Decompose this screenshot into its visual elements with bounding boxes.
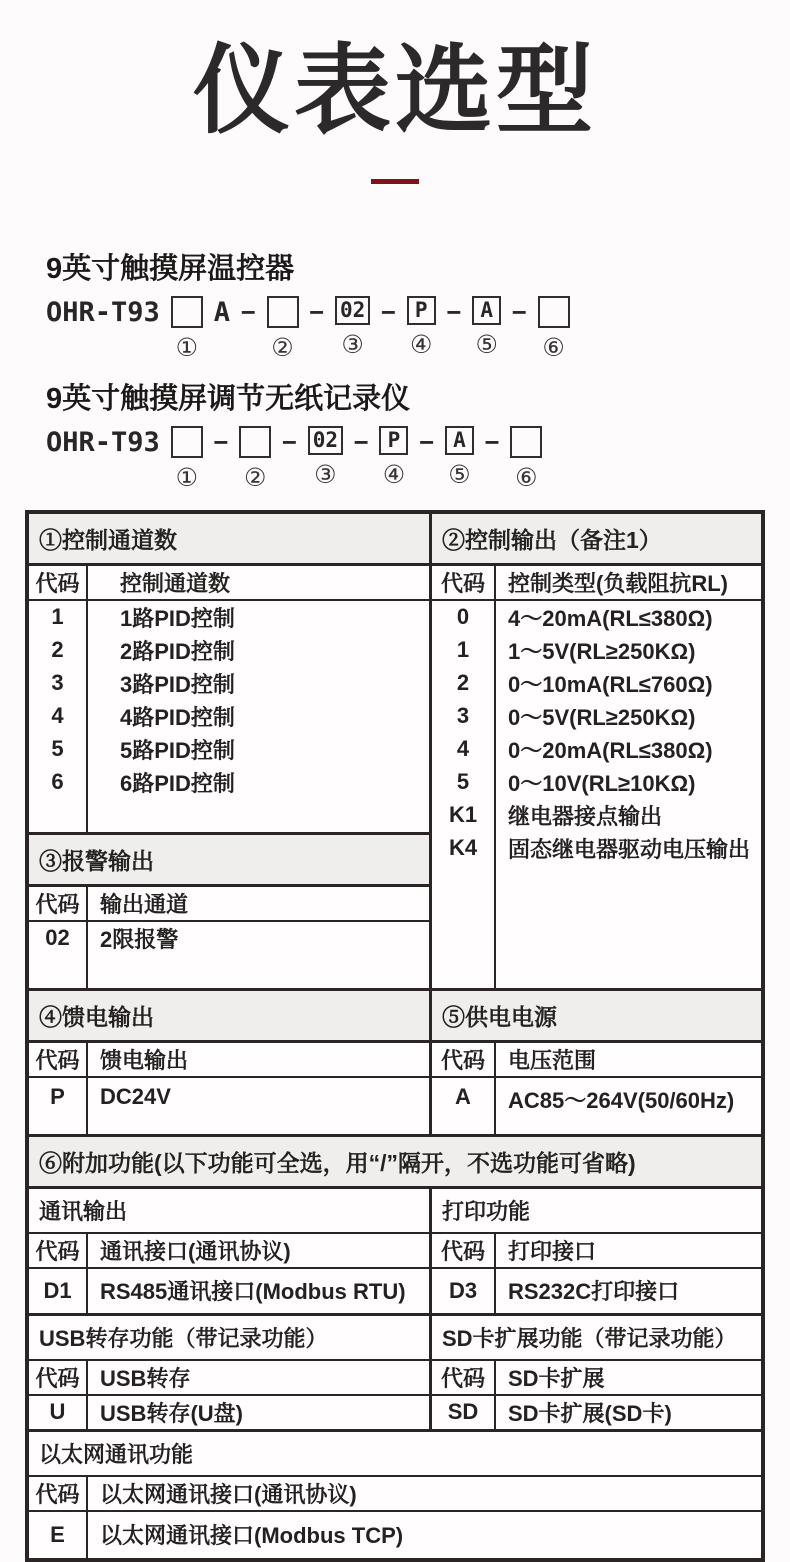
cell-value: 2限报警 xyxy=(100,926,179,952)
col-header-value: 馈电输出 xyxy=(100,1047,189,1073)
cell-value: 5路PID控制 xyxy=(120,737,235,763)
code-box-3: 02 xyxy=(335,296,370,325)
col-header-value: 打印接口 xyxy=(508,1238,597,1264)
table-row xyxy=(432,733,761,766)
section-3 xyxy=(29,832,429,988)
table-row-b xyxy=(29,988,761,1134)
code-box-5: A xyxy=(445,426,474,455)
table-row xyxy=(29,1078,429,1134)
table-row xyxy=(432,1396,761,1429)
code-box-4: P xyxy=(379,426,408,455)
code-box-5: A xyxy=(472,296,501,325)
mark-1: ① xyxy=(175,332,198,362)
cell-value: 0～20mA(RL≤380Ω) xyxy=(508,737,713,763)
dash: − xyxy=(512,297,527,326)
col-header-value: 控制通道数 xyxy=(120,570,231,596)
print-header xyxy=(432,1234,761,1269)
spacer-cell xyxy=(432,865,496,988)
ethernet-header xyxy=(29,1477,761,1512)
mark-6: ⑥ xyxy=(515,462,538,492)
dash: − xyxy=(213,427,229,456)
section-1-and-3 xyxy=(29,514,432,988)
code-box-1 xyxy=(171,426,203,458)
table-row xyxy=(29,667,429,700)
sd-block xyxy=(432,1316,761,1429)
spacer-cell xyxy=(29,955,88,988)
cell-value: 2路PID控制 xyxy=(120,638,235,664)
comm-block xyxy=(29,1189,432,1313)
code-box-6 xyxy=(538,296,570,328)
selection-table xyxy=(25,510,765,1562)
dash: − xyxy=(241,297,256,326)
code-segment-2 xyxy=(239,426,271,490)
table-row xyxy=(432,601,761,634)
fixed-code-a: A xyxy=(213,296,231,328)
code-box-2 xyxy=(239,426,271,458)
section-5-header xyxy=(432,1043,761,1078)
sd-header xyxy=(432,1361,761,1396)
section-4-title: ④馈电输出 xyxy=(29,991,429,1043)
mark-6: ⑥ xyxy=(542,332,565,362)
cell-code: SD xyxy=(432,1396,496,1429)
table-row xyxy=(29,766,429,799)
cell-code: 5 xyxy=(432,766,496,799)
cell-value: 1～5V(RL≥250KΩ) xyxy=(508,638,696,664)
table-row xyxy=(432,799,761,832)
model-block-paperless-recorder xyxy=(46,376,790,490)
cell-code: A xyxy=(432,1078,496,1134)
col-header-code: 代码 xyxy=(29,887,88,920)
dash: − xyxy=(419,427,434,456)
table-row xyxy=(29,601,429,634)
section-4-header xyxy=(29,1043,429,1078)
section-5-title: ⑤供电电源 xyxy=(432,991,761,1043)
cell-code: 4 xyxy=(432,733,496,766)
col-header-value: 以太网通讯接口(通讯协议) xyxy=(100,1481,357,1507)
mark-3: ③ xyxy=(341,329,364,359)
cell-value: 0～5V(RL≥250KΩ) xyxy=(508,704,696,730)
code-segment-4 xyxy=(379,426,408,487)
cell-value: AC85～264V(50/60Hz) xyxy=(508,1087,735,1113)
cell-code: 4 xyxy=(29,700,88,733)
spacer-row xyxy=(29,955,429,988)
section-6-title: ⑥附加功能(以下功能可全选，用“/”隔开，不选功能可省略) xyxy=(29,1137,761,1189)
mark-2: ② xyxy=(244,462,267,492)
cell-value: 0～10mA(RL≤760Ω) xyxy=(508,671,713,697)
col-header-code: 代码 xyxy=(432,1043,496,1076)
model-prefix: OHR-T93 xyxy=(46,426,160,458)
col-header-value: 通讯接口(通讯协议) xyxy=(100,1238,291,1264)
dash: − xyxy=(446,297,462,326)
model-heading: 9英寸触摸屏调节无纸记录仪 xyxy=(46,382,411,415)
section-3-header xyxy=(29,887,429,922)
col-header-code: 代码 xyxy=(432,1361,496,1394)
table-row xyxy=(29,922,429,955)
col-header-code: 代码 xyxy=(432,1234,496,1267)
spacer-row xyxy=(29,799,429,832)
cell-code: 1 xyxy=(432,634,496,667)
model-code-line xyxy=(46,426,790,490)
mark-1: ① xyxy=(175,462,198,492)
cell-code: 0 xyxy=(432,601,496,634)
table-row xyxy=(432,766,761,799)
code-segment-2 xyxy=(267,296,299,360)
mark-4: ④ xyxy=(382,459,406,489)
cell-code: 1 xyxy=(29,601,88,634)
cell-code: 02 xyxy=(29,922,88,955)
table-row xyxy=(432,832,761,865)
title-underline-accent xyxy=(371,179,419,184)
model-block-temp-controller xyxy=(46,246,790,360)
col-header-code: 代码 xyxy=(29,1477,88,1510)
col-header-value: 控制类型(负载阻抗RL) xyxy=(508,570,728,596)
dash: − xyxy=(381,297,396,326)
cell-value: 1路PID控制 xyxy=(120,605,235,631)
code-box-1 xyxy=(171,296,203,328)
table-row xyxy=(432,1269,761,1313)
dash: − xyxy=(309,297,324,326)
cell-value: DC24V xyxy=(100,1083,171,1109)
code-segment-6 xyxy=(510,426,542,490)
table-row xyxy=(29,1269,429,1313)
comm-header xyxy=(29,1234,429,1269)
cell-value: 固态继电器驱动电压输出 xyxy=(508,836,751,862)
cell-value: 0～10V(RL≥10KΩ) xyxy=(508,770,696,796)
cell-code: U xyxy=(29,1396,88,1429)
cell-code: 3 xyxy=(29,667,88,700)
section-2 xyxy=(432,514,761,988)
print-subheader: 打印功能 xyxy=(432,1189,761,1234)
comm-subheader: 通讯输出 xyxy=(29,1189,429,1234)
ethernet-subheader: 以太网通讯功能 xyxy=(29,1432,761,1477)
cell-value: 以太网通讯接口(Modbus TCP) xyxy=(100,1523,404,1549)
mark-3: ③ xyxy=(314,459,337,489)
table-row xyxy=(29,700,429,733)
dash: − xyxy=(354,427,369,456)
section-5 xyxy=(432,991,761,1134)
col-header-code: 代码 xyxy=(29,1234,88,1267)
section-2-header xyxy=(432,566,761,601)
col-header-value: 电压范围 xyxy=(508,1047,597,1073)
cell-value: RS485通讯接口(Modbus RTU) xyxy=(100,1279,406,1305)
table-row xyxy=(432,700,761,733)
col-header-value: USB转存 xyxy=(100,1365,191,1391)
cell-value: 3路PID控制 xyxy=(120,671,235,697)
code-segment-1 xyxy=(171,296,203,360)
table-row-a xyxy=(29,514,761,988)
section-3-title: ③报警输出 xyxy=(29,835,429,887)
print-block xyxy=(432,1189,761,1313)
usb-block xyxy=(29,1316,432,1429)
cell-value: RS232C打印接口 xyxy=(508,1279,680,1305)
cell-value: 4路PID控制 xyxy=(120,704,235,730)
sd-subheader: SD卡扩展功能（带记录功能） xyxy=(432,1316,761,1361)
usb-subheader: USB转存功能（带记录功能） xyxy=(29,1316,429,1361)
cell-code: D3 xyxy=(432,1269,496,1313)
cell-code: 2 xyxy=(29,634,88,667)
usb-header xyxy=(29,1361,429,1396)
code-box-2 xyxy=(267,296,299,328)
table-row xyxy=(29,1512,761,1558)
code-segment-3 xyxy=(335,296,370,357)
cell-value: 4～20mA(RL≤380Ω) xyxy=(508,605,713,631)
cell-value: SD卡扩展(SD卡) xyxy=(508,1400,672,1426)
cell-code: 2 xyxy=(432,667,496,700)
col-header-code: 代码 xyxy=(432,566,496,599)
model-prefix: OHR-T93 xyxy=(46,296,160,328)
col-header-value: SD卡扩展 xyxy=(508,1365,605,1391)
section-1-header xyxy=(29,566,429,601)
cell-code: E xyxy=(29,1512,88,1558)
spacer-cell xyxy=(29,799,88,832)
model-code-line xyxy=(46,296,790,360)
table-row xyxy=(29,733,429,766)
code-segment-6 xyxy=(538,296,570,360)
code-box-3: 02 xyxy=(308,426,343,455)
cell-code: K1 xyxy=(432,799,496,832)
cell-code: 6 xyxy=(29,766,88,799)
cell-code: 5 xyxy=(29,733,88,766)
section-6-comm-print xyxy=(29,1189,761,1313)
col-header-code: 代码 xyxy=(29,566,88,599)
col-header-code: 代码 xyxy=(29,1361,88,1394)
cell-code: 3 xyxy=(432,700,496,733)
code-segment-3 xyxy=(308,426,343,487)
cell-code: D1 xyxy=(29,1269,88,1313)
table-row xyxy=(432,1078,761,1134)
mark-2: ② xyxy=(271,332,294,362)
mark-4: ④ xyxy=(410,329,433,359)
table-row xyxy=(432,667,761,700)
section-6-usb-sd xyxy=(29,1313,761,1429)
page-title: 仪表选型 xyxy=(193,36,597,145)
model-code-area xyxy=(46,246,790,490)
code-box-6 xyxy=(510,426,542,458)
cell-value: 继电器接点输出 xyxy=(508,803,663,829)
mark-5: ⑤ xyxy=(448,459,471,489)
col-header-value: 输出通道 xyxy=(100,891,189,917)
cell-value: USB转存(U盘) xyxy=(100,1400,243,1426)
code-segment-1 xyxy=(171,426,203,490)
model-heading: 9英寸触摸屏温控器 xyxy=(46,252,295,285)
dash: − xyxy=(282,427,297,456)
section-1-title: ①控制通道数 xyxy=(29,514,429,566)
section-4 xyxy=(29,991,432,1134)
spacer-row xyxy=(432,865,761,988)
code-segment-4 xyxy=(407,296,436,357)
table-row xyxy=(29,1396,429,1429)
code-segment-5 xyxy=(472,296,501,357)
cell-code: K4 xyxy=(432,832,496,865)
mark-5: ⑤ xyxy=(475,329,498,359)
cell-code: P xyxy=(29,1078,88,1134)
dash: − xyxy=(484,427,500,456)
code-segment-5 xyxy=(445,426,474,487)
cell-value: 6路PID控制 xyxy=(120,770,235,796)
code-box-4: P xyxy=(407,296,436,325)
table-row xyxy=(29,634,429,667)
col-header-code: 代码 xyxy=(29,1043,88,1076)
ethernet-block xyxy=(29,1429,761,1558)
section-6 xyxy=(29,1134,761,1558)
table-row xyxy=(432,634,761,667)
section-2-title: ②控制输出（备注1） xyxy=(432,514,761,566)
